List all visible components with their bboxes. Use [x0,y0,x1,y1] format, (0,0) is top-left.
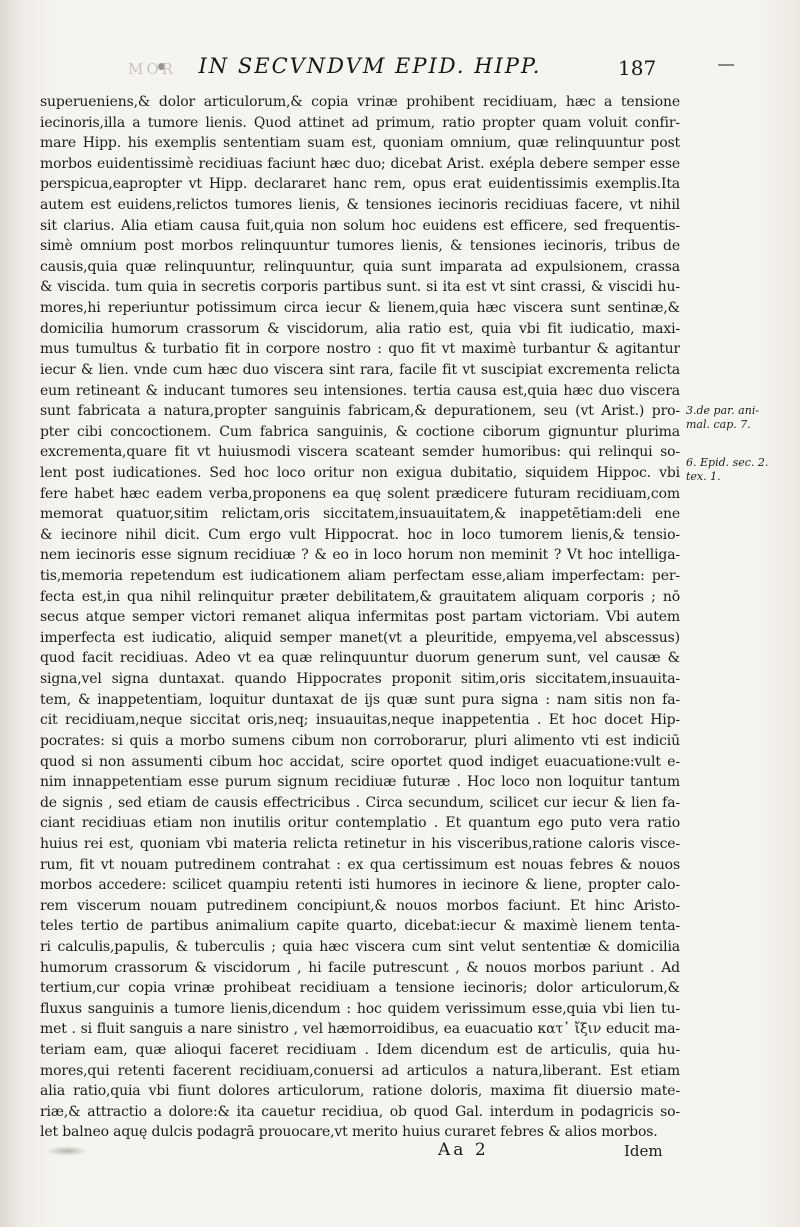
text-line: perspicua,eapropter vt Hipp. declararet hanc rem, opus erat euidentissimis exemplis.Ita [40,176,680,193]
text-line: fluxus sanguinis a tumore lienis,dicendum : hoc quidem verissimum esse,quia vbi lien tu- [40,1000,680,1017]
ink-smudge [46,1146,88,1156]
text-line: let balneo aquę dulcis podagrā prouocare,vt merito huius curaret febres & alios morbos. [40,1124,658,1141]
text-line: tis,memoria repetendum est iudicationem aliam perfectam esse,aliam imperfectam: per- [40,568,680,585]
text-line: humorum crassorum & viscidorum , hi facile putrescunt , & nouos morbos pariunt . Ad [40,959,680,976]
text-line: met . si fluit sanguis a nare sinistro , vel hæmorroidibus, ea euacuatio κατ᾽ ἴξιν educit ma- [40,1021,680,1038]
text-line: fecta est,in qua nihil relinquitur præter debilitatem,& grauitatem aliquam corporis ; nō [40,588,680,605]
text-line: & iecinore nihil dicit. Cum ergo vult Hippocrat. hoc in loco tumorem lienis,& tensio- [40,526,680,543]
text-line: rum, fit vt nouam putredinem contrahat : ex qua certissimum est nouas febres & nouos [40,856,680,873]
text-line: cit recidiuam,neque siccitat oris,neq; insuauitas,neque inappetentia . Et hoc docet Hip- [40,712,680,729]
text-line: quod si non assumenti cibum hoc accidat, scire oportet quod indiget euacuatione:vult e- [40,753,680,770]
text-line: riæ,& attractio a dolore:& ita cauetur recidiua, ob quod Gal. interdum in podagricis so- [40,1103,680,1120]
catchword: Idem [624,1142,663,1160]
text-line: lent post iudicationes. Sed hoc loco oritur non exigua dubitatio, siquidem Hippoc. vbi [40,464,680,481]
text-line: autem est euidens,relictos tumores lienis, & tensiones iecinoris recidiuas facere, vt nihil [40,197,680,214]
text-line: eum retineant & inducant tumores seu intensiones. tertia causa est,quia hæc duo viscera [40,382,680,399]
text-line: simè omnium post morbos relinquuntur tumores lienis, & tensiones iecinoris, tribus de [40,238,680,255]
text-line: de signis , sed etiam de causis effectricibus . Circa secundum, scilicet cur iecur & lien fa- [40,794,680,811]
text-line: huius rei est, quoniam vbi materia relicta retinetur in his visceribus,ratione caloris visce- [40,835,680,852]
text-line: mus tumultus & turbatio fit in corpore nostro : quo fit vt maximè turbantur & agitantur [40,341,680,358]
text-line: tem, & inappetentiam, loquitur duntaxat de ijs quæ sunt pura signa : nam sitis non fa- [40,691,680,708]
text-line: quod facit recidiuas. Adeo vt ea quæ relinquuntur duorum generum sunt, vel causæ & [40,650,680,667]
margin-notes [686,404,796,508]
text-line: secus atque semper victori remanet aliqua infermitas post partam victoriam. Vbi autem [40,609,680,626]
text-line: imperfecta est iudicatio, aliquid semper manet(vt a pleuritide, empyema,vel abscessus) [40,629,680,646]
margin-note: 3.de par. ani- mal. cap. 7. [686,404,760,431]
text-line: memorat quatuor,sitim relictam,oris siccitatem,insuauitatem,& inappetētiam:deli ene [40,506,680,523]
text-line: morbos euidentissimè recidiuas faciunt hæc duo; dicebat Arist. exépla debere semper esse [40,155,680,172]
page-number: 187 [618,56,657,80]
text-line: alia ratio,quia vbi fiunt dolores articulorum, ratione doloris, maxima fit diuersio mate- [40,1083,680,1100]
margin-dash [718,64,734,66]
page-header [0,50,800,84]
main-text-block [40,92,680,1143]
text-line: pter cibi concoctionem. Cum fabrica sanguinis, & coctione ciborum gignuntur plurima [40,423,680,440]
text-line: tertium,cur copia vrinæ prohibeat recidiuam a tensione iecinoris; dolor articulorum,& [40,980,680,997]
text-line: mores,qui retenti facerent recidiuam,conuersi ad articulos a natura,liberant. Est etiam [40,1062,680,1079]
text-line: ri calculis,papulis, & tuberculis ; quia hæc viscera cum sint velut sententiæ & domicilia [40,938,680,955]
text-line: iecur & lien. vnde cum hæc duo viscera sint rara, facile fit vt suscipiat excrementa relicta [40,361,680,378]
bleed-through-text: MOR [128,60,176,78]
text-line: morbos accedere: scilicet quampiu retenti isti humores in iecinore & liene, propter calo- [40,877,680,894]
text-line: pocrates: si quis a morbo sumens cibum non corroborarur, pluri alimento vti est indiciū [40,732,680,749]
text-line: excrementa,quare fit vt huiusmodi viscera scateant semder humoribus: qui relinqui so- [40,444,680,461]
text-line: superueniens,& dolor articulorum,& copia vrinæ prohibent recidiuam, hæc a tensione [40,94,680,110]
page-footer [0,1138,800,1168]
text-line: signa,vel signa duntaxat. quando Hippocrates proponit sitim,oris siccitatem,insuauita- [40,671,680,688]
running-head: IN SECVNDVM EPID. HIPP. [198,54,542,78]
text-line: mores,hi reperiuntur potissimum circa iecur & lienem,quia hæc viscera sunt sentinæ,& [40,300,680,317]
margin-note: 6. Epid. sec. 2. tex. 1. [686,456,769,483]
text-line: causis,quia quæ relinquuntur, relinquuntur, quia sunt imparata ad expulsionem, crassa [40,258,680,275]
text-line: iecinoris,illa a tumore lienis. Quod attinet ad primum, ratio propter quam voluit confir- [40,114,680,131]
text-line: nim innappetentiam esse purum signum recidiuæ futuræ . Hoc loco non loquitur tantum [40,774,680,791]
text-line: rem viscerum nouam putredinem concipiunt,& nouos morbos faciunt. Et hinc Aristo- [40,897,680,914]
text-line: nem iecinoris esse signum recidiuæ ? & eo in loco horum non meminit ? Vt hoc intelliga- [40,547,680,564]
text-line: teriam eam, quæ alioqui faceret recidiuam . Idem dicendum est de articulis, quia hu- [40,1042,680,1059]
signature-mark: Aa 2 [438,1140,489,1160]
text-line: ciant recidiuas etiam non inutilis oritur contemplatio . Et quantum ego puto vera ratio [40,815,680,832]
text-line: & viscida. tum quia in secretis corporis partibus sunt. si ita est vt sint crassi, & viscidi hu- [40,279,680,296]
text-line: domicilia humorum crassorum & viscidorum, alia ratio est, quia vbi fit iudicatio, maxi- [40,320,680,337]
text-line: teles tertio de partibus animalium capite quarto, dicebat:iecur & maximè lienem tenta- [40,918,680,935]
text-line: fere habet hæc eadem verba,proponens ea quę solent prædicere futuram recidiuam,com [40,485,680,502]
text-line: sit clarius. Alia etiam causa fuit,quia non solum hoc euidens est efficere, sed frequentis- [40,217,680,234]
text-line: mare Hipp. his exemplis sententiam suam est, quoniam omnium, quæ relinquuntur post [40,135,680,152]
text-line: sunt fabricata a natura,propter sanguinis fabricam,& depurationem, seu (vt Arist.) pro- [40,403,680,420]
